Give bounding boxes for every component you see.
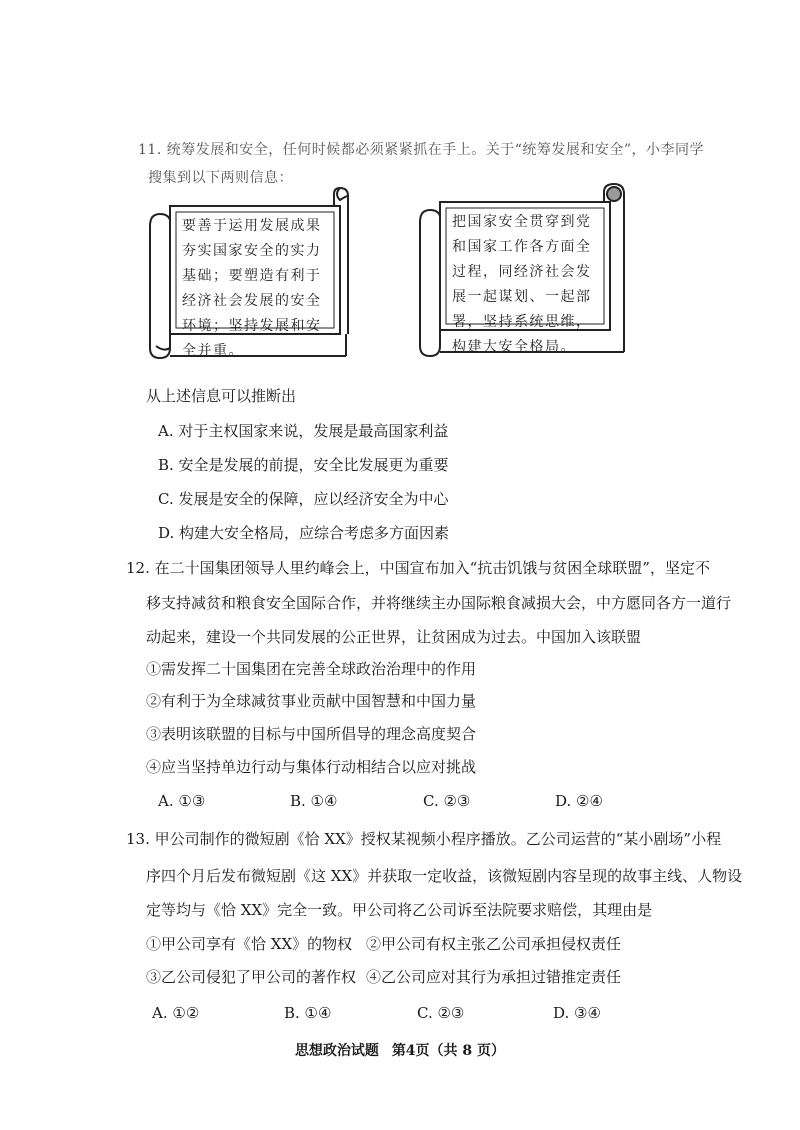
q12-choice-b: B. ①④ <box>290 792 338 810</box>
q12-item-1: ①需发挥二十国集团在完善全球政治治理中的作用 <box>146 660 477 678</box>
q13-line1: 13. 甲公司制作的微短剧《恰 XX》授权某视频小程序播放。乙公司运营的“某小剧场”小程 <box>126 830 722 848</box>
footer-page-number: 第4页（共 8 页） <box>391 1043 506 1059</box>
q13-line3: 定等均与《恰 XX》完全一致。甲公司将乙公司诉至法院要求赔偿，其理由是 <box>146 901 653 919</box>
q13-choice-b: B. ①④ <box>284 1004 332 1022</box>
page-footer <box>0 1040 800 1060</box>
scroll-left <box>148 186 358 366</box>
scroll-left-text: 要善于运用发展成果夯实国家安全的实力基础；要塑造有利于经济社会发展的安全环境；坚持发展和安全并重。 <box>182 218 322 359</box>
q12-item-4: ④应当坚持单边行动与集体行动相结合以应对挑战 <box>146 758 477 776</box>
q11-stem-line2: 搜集到以下两则信息： <box>148 170 293 186</box>
q11-stem-line1: 11. 统筹发展和安全，任何时候都必须紧紧抓在手上。关于“统筹发展和安全”，小李同学 <box>138 142 705 158</box>
q11-prompt: 从上述信息可以推断出 <box>146 387 297 405</box>
q12-choice-a: A. ①③ <box>158 792 206 810</box>
q13-item-2: ②甲公司有权主张乙公司承担侵权责任 <box>366 935 622 953</box>
q11-option-c: C. 发展是安全的保障，应以经济安全为中心 <box>158 490 449 508</box>
q13-item-3: ③乙公司侵犯了甲公司的著作权 <box>146 968 357 986</box>
scroll-right <box>418 182 630 364</box>
q12-line2: 移支持减贫和粮食安全国际合作，并将继续主办国际粮食减损大会，中方愿同各方一道行 <box>146 594 732 612</box>
q11-option-b: B. 安全是发展的前提，安全比发展更为重要 <box>158 456 449 474</box>
q11-option-d: D. 构建大安全格局，应综合考虑多方面因素 <box>158 524 450 542</box>
q13-choice-a: A. ①② <box>152 1004 200 1022</box>
q12-item-2: ②有利于为全球减贫事业贡献中国智慧和中国力量 <box>146 692 477 710</box>
q13-line2: 序四个月后发布微短剧《这 XX》并获取一定收益，该微短剧内容呈现的故事主线、人物设 <box>146 867 743 885</box>
scroll-right-text: 把国家安全贯穿到党和国家工作各方面全过程，同经济社会发展一起谋划、一起部署，坚持系统思维，构建大安全格局。 <box>452 214 592 355</box>
q13-choice-c: C. ②③ <box>417 1004 465 1022</box>
q12-choice-c: C. ②③ <box>423 792 471 810</box>
q13-choice-d: D. ③④ <box>553 1004 601 1022</box>
q12-line1: 12. 在二十国集团领导人里约峰会上，中国宣布加入“抗击饥饿与贫困全球联盟”，坚定不 <box>126 559 710 577</box>
q13-item-1: ①甲公司享有《恰 XX》的物权 <box>146 935 353 953</box>
q13-item-4: ④乙公司应对其行为承担过错推定责任 <box>366 968 622 986</box>
q12-item-3: ③表明该联盟的目标与中国所倡导的理念高度契合 <box>146 725 477 743</box>
footer-subject: 思想政治试题 <box>294 1043 379 1059</box>
q11-option-a: A. 对于主权国家来说，发展是最高国家利益 <box>158 422 449 440</box>
q12-line3: 动起来，建设一个共同发展的公正世界，让贫困成为过去。中国加入该联盟 <box>146 628 642 646</box>
q12-choice-d: D. ②④ <box>555 792 603 810</box>
